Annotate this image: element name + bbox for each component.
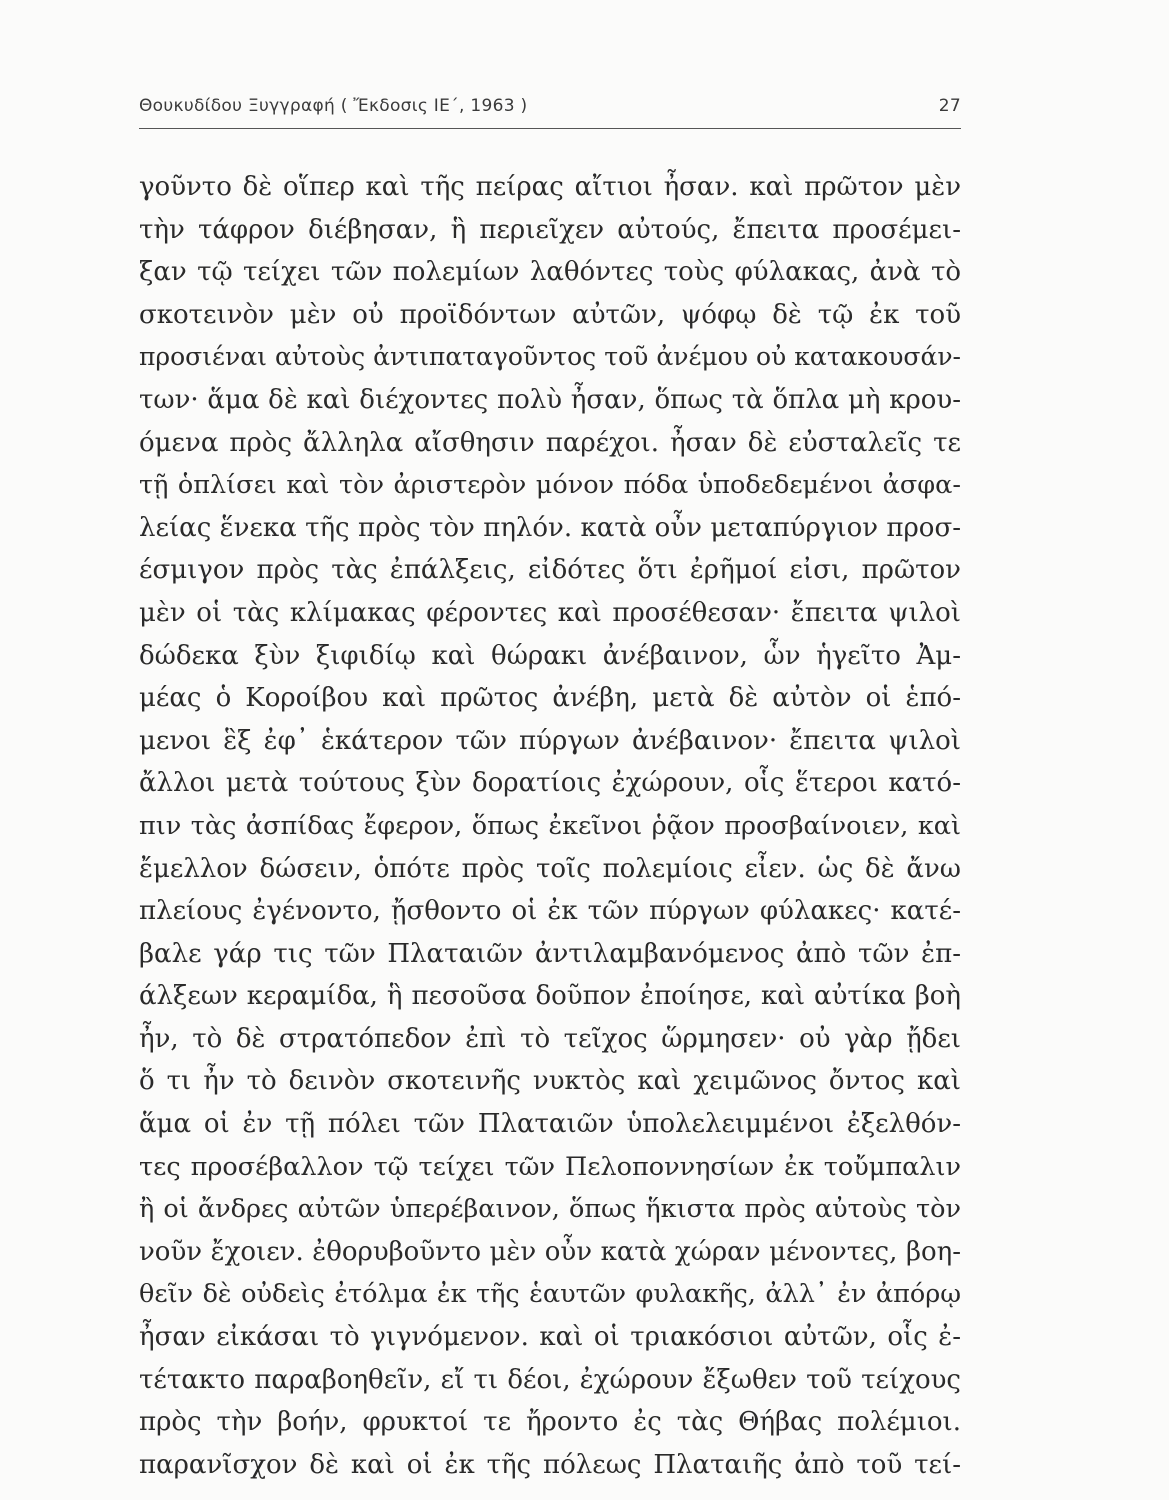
text-line: ἔμελλον δώσειν, ὁπότε πρὸς τοῖς πολεμίοις εἶεν. ὡς δὲ ἄνω bbox=[139, 853, 961, 884]
text-line: τέτακτο παραβοηθεῖν, εἴ τι δέοι, ἐχώρουν ἔξωθεν τοῦ τείχους bbox=[139, 1364, 961, 1395]
text-line: ἦσαν εἰκάσαι τὸ γιγνόμενον. καὶ οἱ τριακόσιοι αὐτῶν, οἷς ἐ- bbox=[139, 1322, 961, 1353]
page-number: 27 bbox=[938, 96, 961, 116]
text-line: θεῖν δὲ οὐδεὶς ἐτόλμα ἐκ τῆς ἑαυτῶν φυλακῆς, ἀλλ᾽ ἐν ἀπόρῳ bbox=[139, 1279, 961, 1310]
text-line: παρανῖσχον δὲ καὶ οἱ ἐκ τῆς πόλεως Πλαταιῆς ἀπὸ τοῦ τεί- bbox=[139, 1449, 961, 1480]
text-line: ξαν τῷ τείχει τῶν πολεμίων λαθόντες τοὺς φύλακας, ἀνὰ τὸ bbox=[139, 257, 961, 288]
text-line: βαλε γάρ τις τῶν Πλαταιῶν ἀντιλαμβανόμενος ἀπὸ τῶν ἐπ- bbox=[139, 938, 961, 969]
text-line: σκοτεινὸν μὲν οὐ προϊδόντων αὐτῶν, ψόφῳ δὲ τῷ ἐκ τοῦ bbox=[139, 299, 961, 330]
text-line: ἅμα οἱ ἐν τῇ πόλει τῶν Πλαταιῶν ὑπολελειμμένοι ἐξελθόν- bbox=[139, 1109, 961, 1140]
text-line: άλξεων κεραμίδα, ἣ πεσοῦσα δοῦπον ἐποίησε, καὶ αὐτίκα βοὴ bbox=[139, 981, 961, 1012]
text-line: πρὸς τὴν βοήν, φρυκτοί τε ἤροντο ἐς τὰς Θήβας πολέμιοι. bbox=[139, 1407, 961, 1438]
text-line: ἢ οἱ ἄνδρες αὐτῶν ὑπερέβαινον, ὅπως ἥκιστα πρὸς αὐτοὺς τὸν bbox=[139, 1194, 961, 1225]
text-line: λείας ἕνεκα τῆς πρὸς τὸν πηλόν. κατὰ οὖν μεταπύργιον προσ- bbox=[139, 512, 961, 543]
text-line: τες προσέβαλλον τῷ τείχει τῶν Πελοποννησίων ἐκ τοὔμπαλιν bbox=[139, 1151, 961, 1182]
text-line: μὲν οἱ τὰς κλίμακας φέροντες καὶ προσέθεσαν· ἔπειτα ψιλοὶ bbox=[139, 597, 961, 628]
text-line: δώδεκα ξὺν ξιφιδίῳ καὶ θώρακι ἀνέβαινον, ὧν ἡγεῖτο Ἀμ- bbox=[139, 640, 961, 671]
text-line: μενοι ἓξ ἐφ᾽ ἑκάτερον τῶν πύργων ἀνέβαινον· ἔπειτα ψιλοὶ bbox=[139, 725, 961, 756]
text-line: μέας ὁ Κοροίβου καὶ πρῶτος ἀνέβη, μετὰ δὲ αὐτὸν οἱ ἑπό- bbox=[139, 683, 961, 714]
body-text bbox=[139, 166, 961, 1486]
text-line: ἦν, τὸ δὲ στρατόπεδον ἐπὶ τὸ τεῖχος ὥρμησεν· οὐ γὰρ ᾔδει bbox=[139, 1023, 961, 1054]
text-line: ἄλλοι μετὰ τούτους ξὺν δορατίοις ἐχώρουν, οἷς ἕτεροι κατό- bbox=[139, 768, 961, 799]
text-line: όμενα πρὸς ἄλληλα αἴσθησιν παρέχοι. ἦσαν δὲ εὐσταλεῖς τε bbox=[139, 427, 961, 458]
header-rule bbox=[139, 128, 961, 129]
text-line: γοῦντο δὲ οἵπερ καὶ τῆς πείρας αἴτιοι ἦσαν. καὶ πρῶτον μὲν bbox=[139, 172, 961, 202]
running-head-title: Θουκυδίδου Ξυγγραφή ( Ἔκδοσις ΙΕ΄, 1963 ) bbox=[139, 96, 528, 116]
text-line: τῇ ὁπλίσει καὶ τὸν ἀριστερὸν μόνον πόδα ὑποδεδεμένοι ἀσφα- bbox=[139, 470, 961, 501]
running-head bbox=[139, 96, 961, 126]
text-line: προσιέναι αὐτοὺς ἀντιπαταγοῦντος τοῦ ἀνέμου οὐ κατακουσάν- bbox=[139, 342, 961, 372]
text-line: έσμιγον πρὸς τὰς ἐπάλξεις, εἰδότες ὅτι ἐρῆμοί εἰσι, πρῶτον bbox=[139, 555, 961, 586]
text-line: πλείους ἐγένοντο, ᾔσθοντο οἱ ἐκ τῶν πύργων φύλακες· κατέ- bbox=[139, 896, 961, 927]
text-line: νοῦν ἔχοιεν. ἐθορυβοῦντο μὲν οὖν κατὰ χώραν μένοντες, βοη- bbox=[139, 1236, 961, 1267]
text-line: των· ἅμα δὲ καὶ διέχοντες πολὺ ἦσαν, ὅπως τὰ ὅπλα μὴ κρου- bbox=[139, 384, 961, 415]
text-line: πιν τὰς ἀσπίδας ἔφερον, ὅπως ἐκεῖνοι ῥᾷον προσβαίνοιεν, καὶ bbox=[139, 810, 961, 841]
text-line: ὅ τι ἦν τὸ δεινὸν σκοτεινῆς νυκτὸς καὶ χειμῶνος ὄντος καὶ bbox=[139, 1066, 961, 1097]
text-line: τὴν τάφρον διέβησαν, ἣ περιεῖχεν αὐτούς, ἔπειτα προσέμει- bbox=[139, 214, 961, 245]
